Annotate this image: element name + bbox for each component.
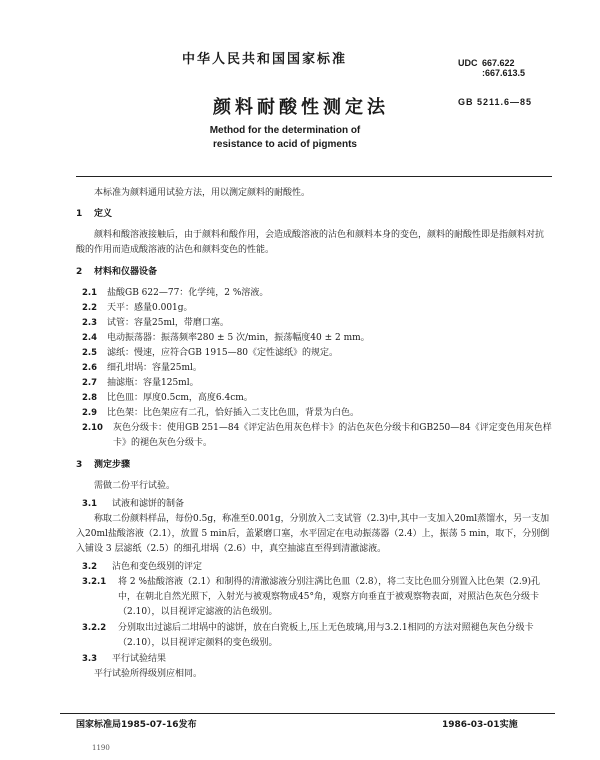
materials-list bbox=[76, 286, 552, 451]
item-number: 2.1 bbox=[82, 288, 98, 298]
udc-codes bbox=[482, 58, 525, 78]
title-english-line1: Method for the determination of bbox=[209, 125, 361, 136]
section-1-title: 定义 bbox=[94, 209, 113, 219]
list-item bbox=[76, 391, 552, 406]
section-1-number: 1 bbox=[76, 209, 83, 219]
subsection-text: 将 2 %盐酸溶液（2.1）和制得的清澈滤液分别注满比色皿（2.8），将二支比色皿分别置入比色架（2.9)孔中，在朝北自然光照下，入射光与被观察物成45°角，观察方向垂直于被观察物表面，对照沾色灰色分级卡（2.10），以目视评定滤液的沾色级别。 bbox=[118, 577, 540, 617]
intro-paragraph: 本标准为颜料通用试验方法，用以测定颜料的耐酸性。 bbox=[94, 188, 311, 198]
item-text: 滤纸：慢速，应符合GB 1915—80《定性滤纸》的规定。 bbox=[107, 348, 339, 358]
subsection-3-1-heading bbox=[76, 497, 552, 511]
section-2-title: 材料和仪器设备 bbox=[94, 267, 158, 277]
title-chinese: 颜料耐酸性测定法 bbox=[213, 97, 389, 118]
title-english-line2: resistance to acid of pigments bbox=[213, 139, 357, 150]
item-number: 2.4 bbox=[82, 333, 98, 343]
section-3-heading bbox=[76, 459, 552, 471]
list-item bbox=[76, 301, 552, 316]
subsection-number: 3.1 bbox=[82, 499, 98, 509]
subsection-3-3-heading bbox=[76, 652, 552, 666]
list-item bbox=[76, 316, 552, 331]
udc-label: UDC bbox=[458, 58, 478, 68]
item-number: 2.6 bbox=[82, 363, 98, 373]
item-text: 比色架：比色架应有二孔，恰好插入二支比色皿，背景为白色。 bbox=[107, 408, 360, 418]
list-item bbox=[76, 331, 552, 346]
list-item bbox=[76, 421, 552, 451]
item-number: 2.5 bbox=[82, 348, 98, 358]
subsection-3-1-text: 称取二份颜料样品，每份0.5g，称准至0.001g，分别放入二支试管（2.3)中,其中一支加入20ml蒸馏水，另一支加入20ml盐酸溶液（2.1），放置 5 min后，盖紧磨口塞，水平固定在电动振荡器（2.4）上，振荡 5 min，取下，分别倒入铺设 3 层滤纸（2.5）的细孔坩埚（2.6）中，真空抽滤直至得到清澈滤液。 bbox=[76, 514, 550, 554]
subsection-number: 3.2 bbox=[82, 562, 98, 572]
list-item bbox=[76, 376, 552, 391]
section-1-heading bbox=[76, 208, 552, 220]
effective-date: 1986-03-01实施 bbox=[442, 720, 518, 730]
item-number: 2.2 bbox=[82, 303, 98, 313]
subsection-3-2-2 bbox=[76, 621, 552, 651]
item-text: 试管：容量25ml，带磨口塞。 bbox=[107, 318, 229, 328]
item-number: 2.9 bbox=[82, 408, 98, 418]
subsection-title: 沾色和变色级别的评定 bbox=[112, 562, 203, 572]
item-number: 2.10 bbox=[82, 423, 103, 433]
udc-classification bbox=[458, 58, 525, 78]
list-item bbox=[76, 361, 552, 376]
subsection-text: 分别取出过滤后二坩埚中的滤饼，放在白瓷板上,压上无色玻璃,用与3.2.1相同的方法对照褪色灰色分级卡（2.10），以目视评定颜料的变色级别。 bbox=[118, 623, 534, 648]
item-text: 比色皿：厚度0.5cm，高度6.4cm。 bbox=[107, 393, 253, 403]
header-divider bbox=[76, 176, 552, 177]
subsection-number: 3.3 bbox=[82, 654, 98, 664]
subsection-3-2-1 bbox=[76, 575, 552, 620]
footer-divider bbox=[60, 713, 555, 714]
subsection-3-2-heading bbox=[76, 560, 552, 574]
subsection-number: 3.2.1 bbox=[82, 577, 107, 587]
item-number: 2.3 bbox=[82, 318, 98, 328]
document-body bbox=[76, 187, 552, 685]
item-number: 2.8 bbox=[82, 393, 98, 403]
page-number: 1190 bbox=[92, 744, 110, 752]
section-2-heading bbox=[76, 266, 552, 278]
section-2-number: 2 bbox=[76, 267, 83, 277]
subsection-title: 平行试验结果 bbox=[112, 654, 167, 664]
item-text: 细孔坩埚：容量25ml。 bbox=[107, 363, 202, 373]
subsection-number: 3.2.2 bbox=[82, 623, 107, 633]
list-item bbox=[76, 286, 552, 301]
list-item bbox=[76, 346, 552, 361]
item-text: 天平：感量0.001g。 bbox=[107, 303, 193, 313]
section-3-lead: 需做二份平行试验。 bbox=[94, 481, 176, 491]
issue-date: 国家标准局1985-07-16发布 bbox=[76, 720, 197, 730]
udc-code-2: :667.613.5 bbox=[482, 68, 526, 78]
section-1-text: 颜料和酸溶液接触后，由于颜料和酸作用，会造成酸溶液的沾色和颜料本身的变色，颜料的耐酸性即是指颜料对抗酸的作用而造成酸溶液的沾色和颜料变色的性能。 bbox=[76, 230, 545, 255]
udc-code-1: 667.622 bbox=[482, 58, 515, 68]
list-item bbox=[76, 406, 552, 421]
title-english bbox=[160, 124, 410, 152]
subsection-title: 试液和滤饼的制备 bbox=[112, 499, 185, 509]
section-3-number: 3 bbox=[76, 460, 83, 470]
item-text: 盐酸GB 622—77：化学纯，2 %溶液。 bbox=[107, 288, 269, 298]
subsection-3-3-text: 平行试验所得级别应相同。 bbox=[94, 669, 203, 679]
standard-name: 中华人民共和国国家标准 bbox=[182, 52, 348, 67]
item-number: 2.7 bbox=[82, 378, 98, 388]
item-text: 灰色分级卡：使用GB 251—84《评定沾色用灰色样卡》的沾色灰色分级卡和GB250—84《评定变色用灰色样卡》的褪色灰色分级卡。 bbox=[113, 423, 552, 448]
section-3-title: 测定步骤 bbox=[94, 460, 131, 470]
item-text: 抽滤瓶：容量125ml。 bbox=[107, 378, 199, 388]
item-text: 电动振荡器：振荡频率280 ± 5 次/min，振荡幅度40 ± 2 mm。 bbox=[107, 333, 370, 343]
gb-standard-code: GB 5211.6—85 bbox=[458, 97, 533, 107]
